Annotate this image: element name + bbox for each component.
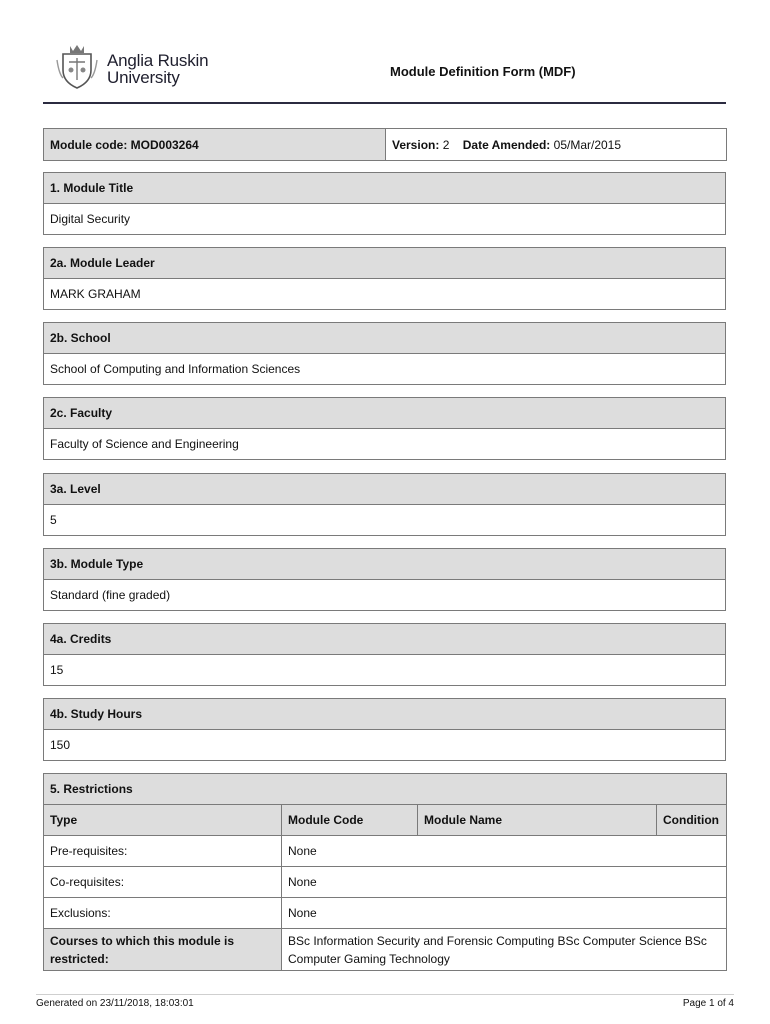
page-number: Page 1 of 4	[682, 998, 734, 1009]
date-amended-value: 05/Mar/2015	[553, 137, 622, 152]
section-heading: 2a. Module Leader	[44, 248, 726, 279]
section-value: MARK GRAHAM	[44, 279, 726, 310]
section-school	[43, 322, 726, 385]
university-name	[107, 52, 208, 86]
table-row	[44, 898, 727, 929]
restriction-type: Courses to which this module is restricted:	[44, 929, 282, 971]
restriction-type: Exclusions:	[44, 898, 282, 929]
restriction-value: None	[282, 836, 727, 867]
restriction-type: Co-requisites:	[44, 867, 282, 898]
section-heading: 3b. Module Type	[44, 549, 726, 580]
version-label: Version:	[392, 137, 440, 152]
section-heading: 4b. Study Hours	[44, 699, 726, 730]
restrictions-heading: 5. Restrictions	[44, 774, 727, 805]
section-value: 15	[44, 655, 726, 686]
restriction-value: BSc Information Security and Forensic Computing BSc Computer Science BSc Computer Gaming Technology	[282, 929, 727, 971]
version-date-cell	[386, 129, 727, 161]
section-value: School of Computing and Information Sciences	[44, 354, 726, 385]
column-header-module-name: Module Name	[418, 805, 657, 836]
form-title: Module Definition Form (MDF)	[390, 64, 576, 79]
section-faculty	[43, 397, 726, 460]
table-row	[44, 929, 727, 971]
restriction-type: Pre-requisites:	[44, 836, 282, 867]
section-study-hours	[43, 698, 726, 761]
date-amended-label: Date Amended:	[462, 137, 551, 152]
crest-icon	[55, 40, 99, 90]
column-header-condition: Condition	[657, 805, 727, 836]
section-value: Standard (fine graded)	[44, 580, 726, 611]
restrictions-table	[43, 773, 727, 971]
section-heading: 2c. Faculty	[44, 398, 726, 429]
table-row	[44, 867, 727, 898]
section-value: Faculty of Science and Engineering	[44, 429, 726, 460]
section-module-type	[43, 548, 726, 611]
section-value: Digital Security	[44, 204, 726, 235]
section-heading: 2b. School	[44, 323, 726, 354]
section-heading: 1. Module Title	[44, 173, 726, 204]
section-module-leader	[43, 247, 726, 310]
restriction-value: None	[282, 867, 727, 898]
section-value: 5	[44, 505, 726, 536]
page-footer	[36, 994, 734, 1009]
section-heading: 3a. Level	[44, 474, 726, 505]
university-logo	[55, 40, 225, 92]
section-module-title	[43, 172, 726, 235]
table-row	[44, 836, 727, 867]
university-name-line2: University	[107, 68, 180, 87]
version-value: 2	[442, 137, 450, 152]
section-credits	[43, 623, 726, 686]
column-header-type: Type	[44, 805, 282, 836]
university-name-line1: Anglia Ruskin	[107, 51, 209, 70]
restriction-value: None	[282, 898, 727, 929]
generated-timestamp: Generated on 23/11/2018, 18:03:01	[36, 998, 194, 1009]
module-code: Module code: MOD003264	[44, 129, 386, 161]
section-heading: 4a. Credits	[44, 624, 726, 655]
section-level	[43, 473, 726, 536]
column-header-module-code: Module Code	[282, 805, 418, 836]
module-code-table	[43, 128, 727, 161]
section-value: 150	[44, 730, 726, 761]
page-header	[43, 36, 726, 104]
